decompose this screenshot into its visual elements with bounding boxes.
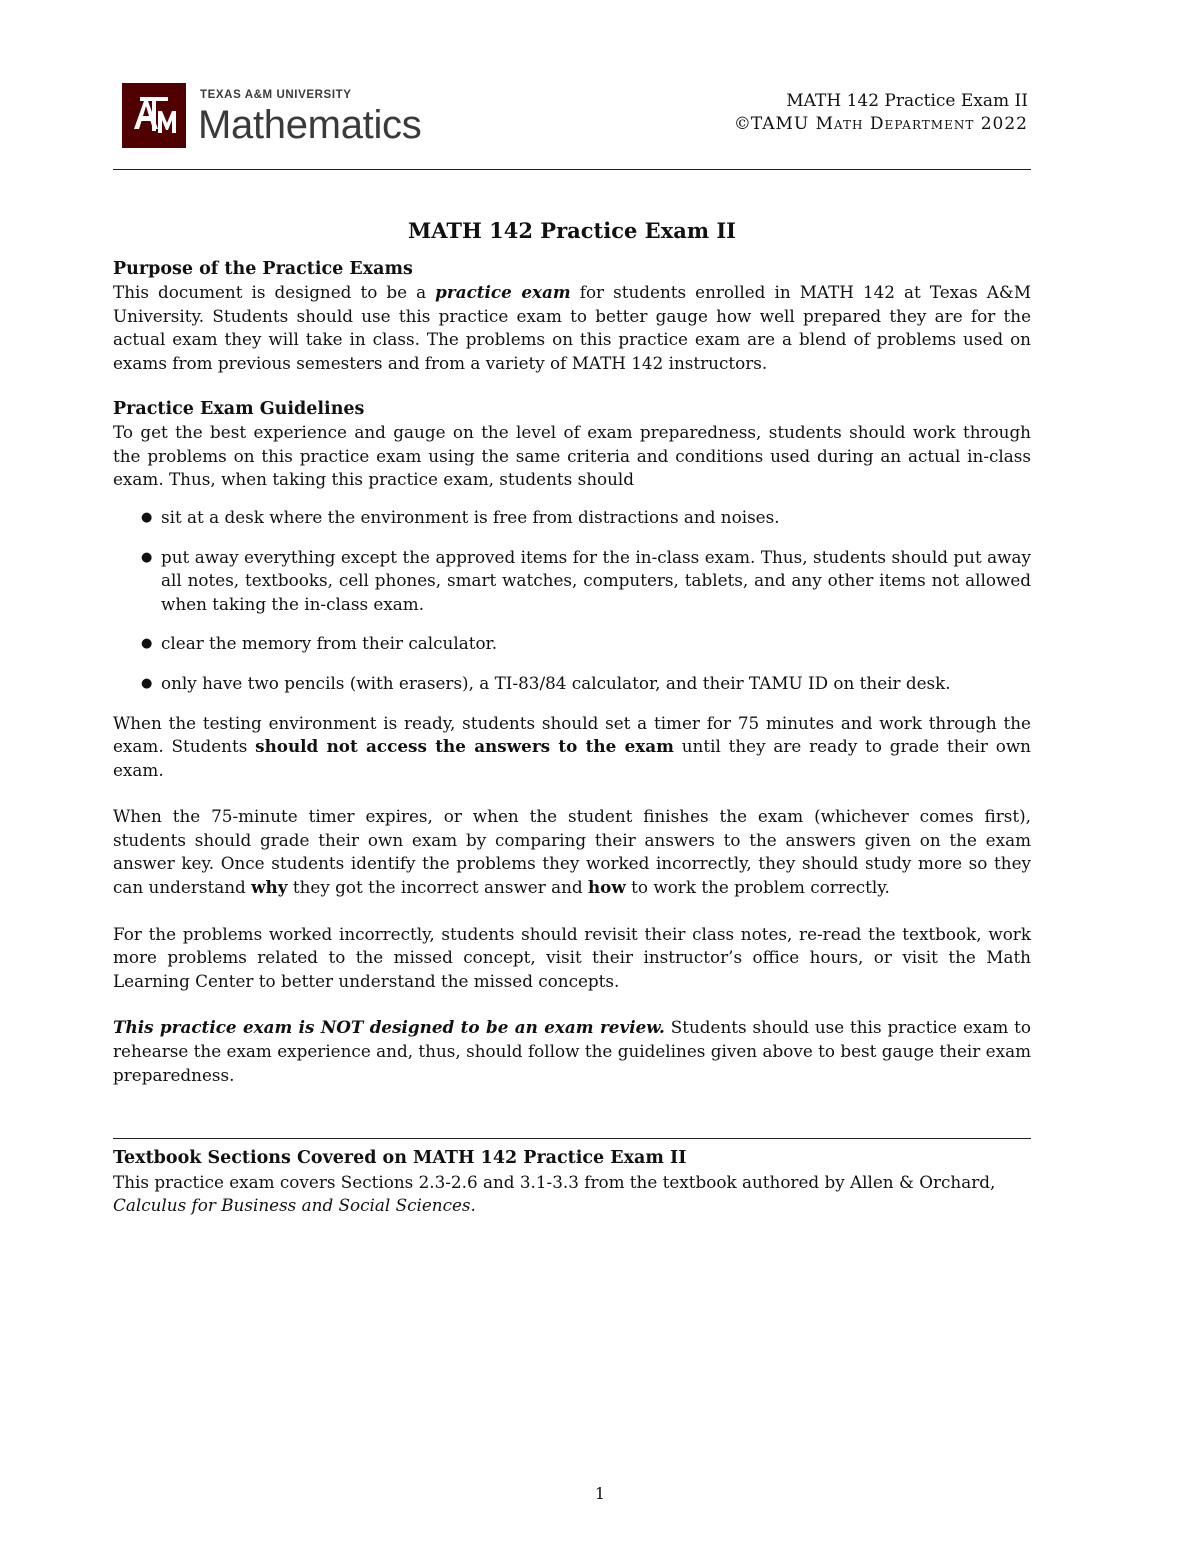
header-exam-name: MATH 142 Practice Exam II [786,91,1028,111]
grading-text-how: how [587,877,626,898]
sections-text: This practice exam covers Sections 2.3-2.6 and 3.1-3.3 from the textbook authored by Allen & Orchard, [113,1171,996,1192]
review-text-bold: This practice exam is NOT designed to be an exam review. [113,1017,665,1038]
textbook-title: Calculus for Business and Social Sciences. [113,1195,476,1216]
copyright-symbol: © [733,114,751,134]
grading-text-mid: they got the incorrect answer and [287,877,588,898]
sections-covered [113,1147,1031,1218]
header-department: TAMU Math Department 2022 [750,114,1028,134]
grading-text-why: why [251,877,288,898]
revisit-paragraph: For the problems worked incorrectly, students should revisit their class notes, re-read the textbook, work more problems related to the missed concept, visit their instructor’s office hours, or visit the Math Learning Center to better understand the missed concepts. [113,923,1031,991]
list-item-text: put away everything except the approved items for the in-class exam. Thus, students should put away all notes, textbooks, cell phones, smart watches, computers, tablets, and any other items not allowed when taking the in-class exam. [161,546,1031,614]
timer-text-end: until they are ready to grade their own exam. [113,736,1031,780]
purpose-text-start: This document is designed to be a [113,282,436,303]
timer-paragraph [113,712,1031,783]
guidelines-intro: To get the best experience and gauge on the level of exam preparedness, students should work through the problems on this practice exam using the same criteria and conditions used during an actual in-class exam. Thus, when taking this practice exam, students should [113,422,1031,490]
list-item-text: sit at a desk where the environment is free from distractions and noises. [161,506,780,527]
review-paragraph [113,1016,1031,1087]
atm-logo-mark-icon [122,83,186,148]
bullet-icon: ● [141,675,153,691]
sections-paragraph [113,1171,1031,1218]
header-divider [113,169,1031,170]
list-item [141,546,1031,617]
list-item-text: only have two pencils (with erasers), a TI-83/84 calculator, and their TAMU ID on their desk. [161,672,951,693]
purpose-heading: Purpose of the Practice Exams [113,258,413,279]
bullet-icon: ● [141,549,153,565]
sections-heading: Textbook Sections Covered on MATH 142 Practice Exam II [113,1148,687,1168]
timer-text-start: When the testing environment is ready, students should set a timer for 75 minutes and work through the exam. Students [113,712,1031,757]
logo-department-text: Mathematics [198,103,422,147]
main-content [113,213,1031,1087]
header-copyright [734,113,1028,136]
list-item [141,632,1031,656]
timer-text-bold: should not access the answers to the exam [255,736,674,757]
purpose-text-end: for students enrolled in MATH 142 at Texas A&M University. Students should use this practice exam to better gauge how well prepared they are for the actual exam they will take in class. The problems on this practice exam are a blend of problems used on exams from previous semesters and from a variety of MATH 142 instructors. [113,282,1032,373]
bullet-icon: ● [141,509,153,525]
header-course-info [734,90,1028,136]
list-item [141,506,1031,530]
bullet-icon: ● [141,636,153,652]
sections-divider [113,1138,1031,1139]
purpose-emphasis: practice exam [435,282,571,303]
purpose-paragraph [113,281,1031,375]
page-title: MATH 142 Practice Exam II [407,218,736,243]
grading-text-start: When the 75-minute timer expires, or when the student finishes the exam (whichever comes first), students should grade their own exam by comparing their answers to the answers given on the exam answer key. Once students identify the problems they worked incorrectly, they should study more so they can understand [113,806,1031,898]
logo-university-text: TEXAS A&M UNIVERSITY [200,89,352,101]
grading-text-end: to work the problem correctly. [625,877,890,898]
guidelines-list [113,506,1031,696]
page-number: 1 [594,1484,606,1503]
list-item-text: clear the memory from their calculator. [161,633,498,654]
guidelines-heading: Practice Exam Guidelines [113,398,365,419]
list-item [141,672,1031,696]
grading-paragraph [113,805,1031,899]
review-text-end: Students should use this practice exam to rehearse the exam experience and, thus, should follow the guidelines given above to best gauge their exam preparedness. [113,1017,1031,1085]
